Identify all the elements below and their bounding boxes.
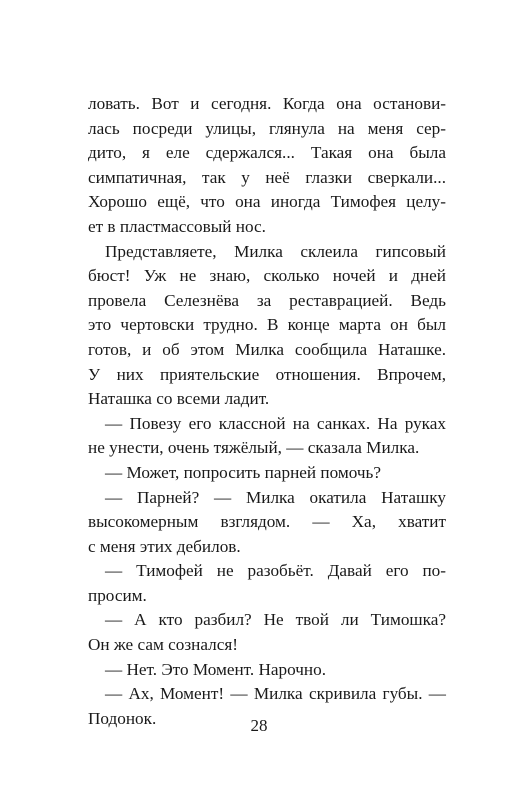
text-line: — Ах, Момент! — Милка скривила губы. — <box>105 684 446 704</box>
text-line: Представляете, Милка склеила гипсовый <box>105 241 446 261</box>
text-line: лась посреди улицы, глянула на меня сер- <box>88 118 446 138</box>
text-line: — Нет. Это Момент. Нарочно. <box>105 659 327 679</box>
text-line: ловать. Вот и сегодня. Когда она останови- <box>88 94 446 113</box>
text-line: Он же сам сознался! <box>88 635 238 655</box>
text-line: — Парней? — Милка окатила Наташку <box>105 487 446 507</box>
text-line: — Может, попросить парней помочь? <box>105 462 382 482</box>
body-text <box>88 92 446 731</box>
text-line: — А кто разбил? Не твой ли Тимошка? <box>105 610 446 630</box>
page-number: 28 <box>250 716 268 735</box>
text-line: Наташка со всеми ладит. <box>88 389 270 409</box>
text-line: с меня этих дебилов. <box>88 536 241 556</box>
text-line: готов, и об этом Милка сообщила Наташке. <box>88 339 446 359</box>
text-line: бюст! Уж не знаю, сколько ночей и дней <box>88 266 446 286</box>
text-line: У них приятельские отношения. Впрочем, <box>88 364 446 384</box>
text-line: просим. <box>88 585 147 605</box>
text-line: провела Селезнёва за реставрацией. Ведь <box>88 290 446 310</box>
text-line: — Повезу его классной на санках. На руках <box>105 413 446 433</box>
text-line: ет в пластмассовый нос. <box>88 216 266 236</box>
text-line: высокомерным взглядом. — Ха, хватит <box>88 512 446 532</box>
text-line: Подонок. <box>88 708 157 728</box>
text-line: — Тимофей не разобьёт. Давай его по- <box>105 561 446 581</box>
text-line: это чертовски трудно. В конце марта он был <box>88 315 446 335</box>
text-line: симпатичная, так у неё глазки сверкали... <box>88 167 446 187</box>
text-line: Хорошо ещё, что она иногда Тимофея целу- <box>88 192 446 212</box>
text-line: не унести, очень тяжёлый, — сказала Милка. <box>88 438 420 458</box>
text-line: дито, я еле сдержался... Такая она была <box>88 143 446 163</box>
